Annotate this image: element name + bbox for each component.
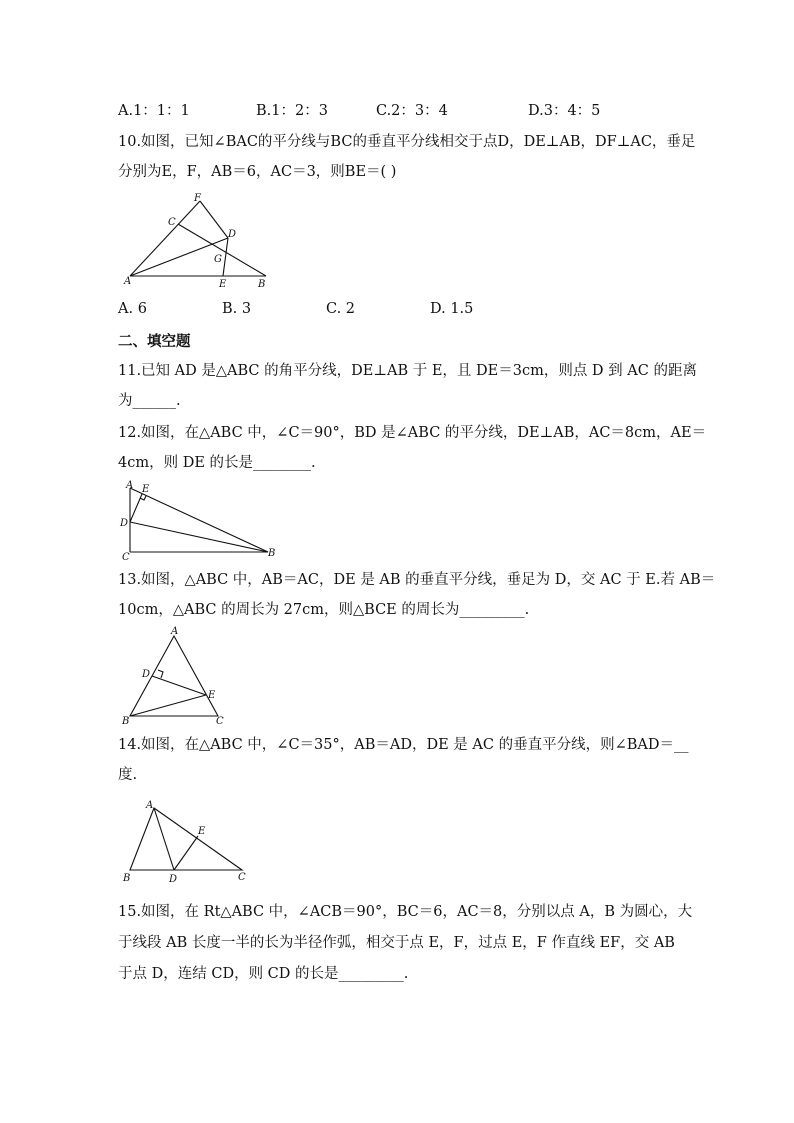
q14-label-c: C — [238, 872, 246, 883]
q12-segment-ab — [130, 488, 268, 552]
q10-label-c: C — [168, 217, 176, 228]
q9-option-c: C.2：3：4 — [376, 103, 448, 119]
q12-label-b: B — [268, 548, 276, 559]
q10-figure — [118, 190, 278, 290]
q11-text-line1: 11.已知 AD 是△ABC 的角平分线，DE⊥AB 于 E，且 DE＝3cm，则点 D 到 AC 的距离 — [118, 363, 697, 379]
q14-triangle-abc — [130, 808, 242, 870]
q9-option-b: B.1：2：3 — [256, 103, 328, 119]
q14-text-line2: 度. — [118, 767, 138, 783]
q10-option-b: B. 3 — [222, 301, 252, 317]
q14-label-a: A — [146, 800, 154, 811]
q14-figure — [118, 796, 258, 886]
q9-option-d: D.3：4：5 — [528, 103, 601, 119]
q13-figure — [118, 624, 238, 728]
section-title: 二、填空题 — [118, 334, 191, 350]
q13-label-b: B — [122, 716, 130, 727]
q12-figure — [118, 478, 288, 568]
q10-option-a: A. 6 — [118, 301, 147, 317]
q14-text-line1: 14.如图，在△ABC 中，∠C＝35°，AB＝AD，DE 是 AC 的垂直平分线，则∠BAD＝__ — [118, 737, 689, 753]
q10-segment-de — [223, 238, 228, 276]
q14-label-b: B — [123, 873, 131, 884]
q13-label-d: D — [142, 669, 151, 680]
q11-text-line2: 为______. — [118, 393, 181, 409]
q12-text-line2: 4cm，则 DE 的长是________. — [118, 455, 316, 471]
q14-label-e: E — [198, 826, 206, 837]
q13-label-c: C — [216, 716, 224, 727]
q12-label-e: E — [142, 484, 150, 495]
q10-label-e: E — [219, 279, 227, 290]
q10-segment-af — [130, 201, 200, 276]
q10-option-c: C. 2 — [326, 301, 356, 317]
q10-label-f: F — [194, 193, 201, 204]
q13-text-line1: 13.如图，△ABC 中，AB＝AC，DE 是 AB 的垂直平分线，垂足为 D，交 AC 于 E.若 AB＝ — [118, 572, 716, 588]
q13-label-a: A — [171, 626, 179, 637]
q13-right-angle-mark — [158, 670, 163, 678]
q14-segment-de — [174, 836, 198, 870]
q9-option-a: A.1：1：1 — [118, 103, 190, 119]
q10-label-a: A — [124, 276, 132, 287]
q14-label-d: D — [169, 874, 178, 885]
q12-label-d: D — [120, 518, 129, 529]
q10-text-line1: 10.如图，已知∠BAC的平分线与BC的垂直平分线相交于点D，DE⊥AB，DF⊥AC，垂足 — [118, 134, 696, 150]
q10-option-d: D. 1.5 — [430, 301, 474, 317]
q10-segment-cb — [178, 224, 266, 276]
q13-segment-be — [130, 695, 206, 716]
q10-label-b: B — [258, 279, 266, 290]
q15-text-line3: 于点 D，连结 CD，则 CD 的长是_________. — [118, 966, 409, 982]
q13-text-line2: 10cm，△ABC 的周长为 27cm，则△BCE 的周长为_________. — [118, 602, 530, 618]
q13-label-e: E — [208, 690, 216, 701]
q14-segment-ad — [154, 808, 174, 870]
q12-label-c: C — [122, 552, 130, 563]
q15-text-line1: 15.如图，在 Rt△ABC 中，∠ACB＝90°，BC＝6，AC＝8，分别以点 A，B 为圆心，大 — [118, 904, 693, 920]
q10-label-d: D — [228, 229, 237, 240]
q12-text-line1: 12.如图，在△ABC 中，∠C＝90°，BD 是∠ABC 的平分线，DE⊥AB，AC＝8cm，AE＝ — [118, 425, 707, 441]
q10-segment-fd — [200, 201, 228, 238]
q10-text-line2: 分别为E，F，AB＝6，AC＝3，则BE＝( ) — [118, 164, 397, 180]
q15-text-line2: 于线段 AB 长度一半的长为半径作弧，相交于点 E，F，过点 E，F 作直线 EF，交 AB — [118, 935, 675, 951]
q10-label-g: G — [214, 254, 222, 265]
q12-label-a: A — [126, 480, 134, 491]
q12-segment-db — [130, 522, 268, 552]
